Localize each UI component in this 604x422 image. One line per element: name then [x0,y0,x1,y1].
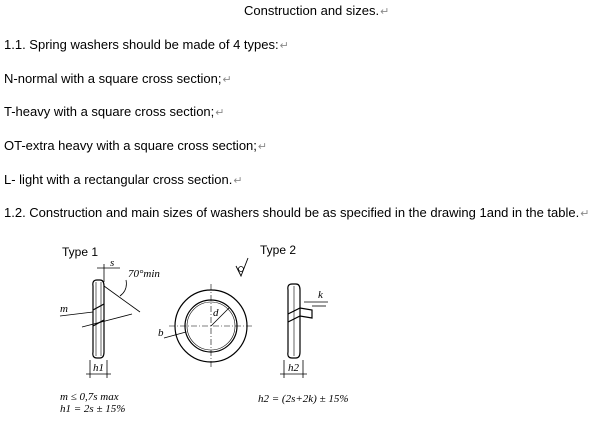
paragraph-mark-icon: ↵ [215,107,225,119]
type2-label: Type 2 [260,243,297,257]
type1-side-view [60,245,160,415]
text-line-6: 1.2. Construction and main sizes of washers should be as specified in the drawing 1and in the table.↵ [4,205,590,220]
paragraph-mark-icon: ↵ [580,208,590,220]
dim-h1: h1 [93,362,104,374]
dim-angle: 70°min [128,268,160,280]
heading: Construction and sizes.↵ [244,3,390,18]
washer-technical-drawing [0,232,604,422]
dim-s: s [110,257,115,269]
type1-label: Type 1 [62,245,99,259]
text-line-5: L- light with a rectangular cross section.↵ [4,172,243,187]
dim-m: m [60,303,68,315]
text-line-3: T-heavy with a square cross section;↵ [4,104,225,119]
paragraph-mark-icon: ↵ [257,141,268,153]
formula-h1: h1 = 2s ± 15% [60,403,126,415]
dim-k: k [318,289,323,301]
washer-top-view [158,258,253,368]
type2-side-view [258,243,349,405]
dim-b: b [158,327,164,339]
paragraph-mark-icon: ↵ [233,175,243,187]
dim-h2: h2 [288,362,299,374]
text-line-2: N-normal with a square cross section;↵ [4,71,232,86]
paragraph-mark-icon: ↵ [279,40,289,52]
text-line-1: 1.1. Spring washers should be made of 4 types:↵ [4,37,289,52]
paragraph-mark-icon: ↵ [380,6,390,18]
formula-m: m ≤ 0,7s max [60,391,119,403]
paragraph-mark-icon: ↵ [222,74,232,86]
dim-d: d [213,307,219,319]
text-line-4: OT-extra heavy with a square cross section;↵ [4,138,268,153]
formula-h2: h2 = (2s+2k) ± 15% [258,393,349,405]
